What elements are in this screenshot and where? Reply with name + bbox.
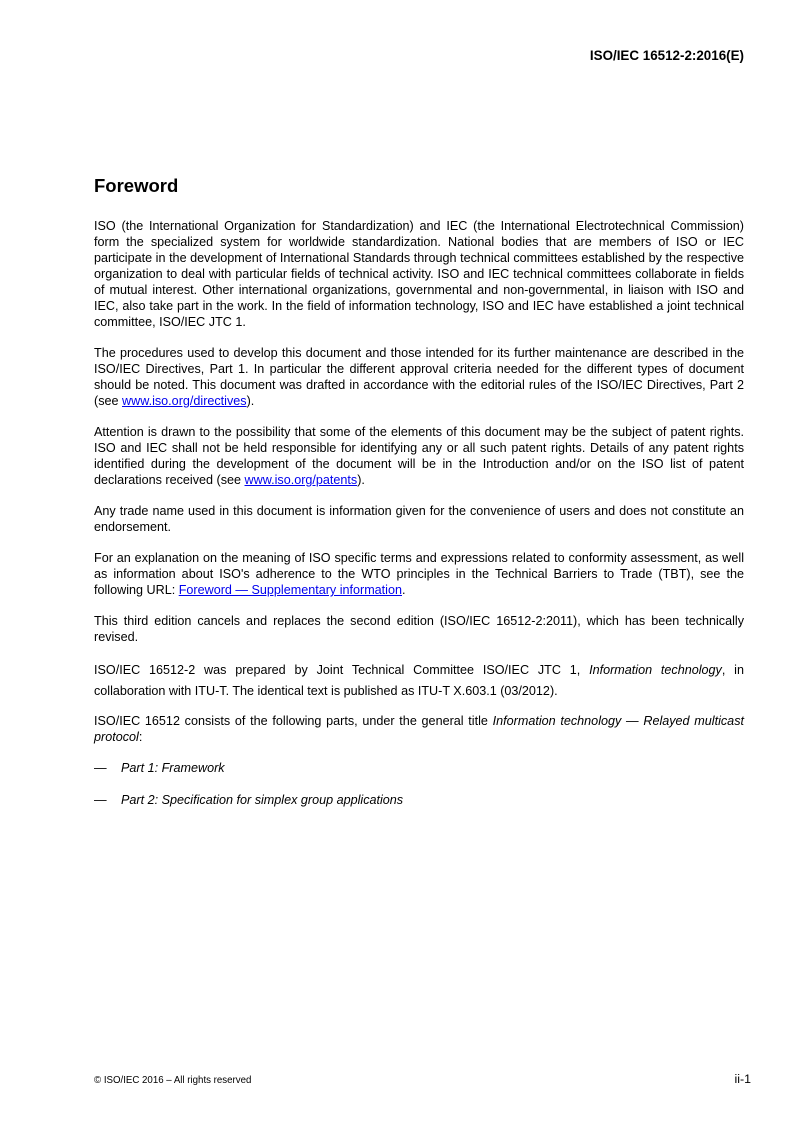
page-title: Foreword xyxy=(94,175,179,196)
paragraph-tail: . xyxy=(402,583,406,597)
copyright-notice: © ISO/IEC 2016 – All rights reserved xyxy=(94,1075,252,1086)
paragraph-text: ISO/IEC 16512-2 was prepared by Joint Technical Committee ISO/IEC JTC 1, xyxy=(94,663,590,677)
paragraph-prepared-by xyxy=(94,660,744,702)
directives-link[interactable]: www.iso.org/directives xyxy=(122,394,247,408)
part-title: Part 2: Specification for simplex group applications xyxy=(121,793,404,807)
list-item xyxy=(94,792,744,808)
paragraph-trade-names: Any trade name used in this document is information given for the convenience of users and does not constitute an endorsement. xyxy=(94,504,744,534)
general-title: Information technology — Relayed multicast protocol xyxy=(94,714,744,744)
foreword-section xyxy=(94,172,744,824)
committee-title: Information technology xyxy=(589,663,722,677)
dash-bullet: — xyxy=(94,793,107,807)
paragraph-organizations: ISO (the International Organization for Standardization) and IEC (the International Electrotechnical Commission) form the specialized system for worldwide standardization. National bodies that are members of ISO or IEC participate in the development of International Standards through technical committees established by the respective organization to deal with particular fields of technical activity. ISO and IEC technical committees collaborate in fields of mutual interest. Other international organizations, governmental and non-governmental, in liaison with ISO and IEC, also take part in the work. In the field of information technology, ISO and IEC have established a joint technical committee, ISO/IEC JTC 1. xyxy=(94,219,744,329)
paragraph-patents xyxy=(94,424,744,488)
paragraph-edition: This third edition cancels and replaces the second edition (ISO/IEC 16512-2:2011), which has been technically revised. xyxy=(94,614,744,644)
list-item xyxy=(94,760,744,776)
part-title: Part 1: Framework xyxy=(121,761,225,775)
paragraph-tail: ). xyxy=(357,473,365,487)
paragraph-conformity xyxy=(94,550,744,598)
paragraph-tail: ). xyxy=(246,394,255,408)
patents-link[interactable]: www.iso.org/patents xyxy=(244,473,358,487)
page-number: ii-1 xyxy=(734,1072,751,1086)
supplementary-info-link[interactable]: Foreword — Supplementary information xyxy=(178,583,402,597)
paragraph-tail: : xyxy=(138,730,143,744)
paragraph-text: Attention is drawn to the possibility that some of the elements of this document may be the subject of patent rights. ISO and IEC shall not be held responsible for identifying any or all such patent rights. Details of any patent rights identified during the development of the document will be in the Introduction and/or on the ISO list of patent declarations received (see xyxy=(94,425,744,487)
paragraph-parts-intro xyxy=(94,713,744,745)
dash-bullet: — xyxy=(94,761,107,775)
document-id: ISO/IEC 16512-2:2016(E) xyxy=(589,48,744,63)
paragraph-text: For an explanation on the meaning of ISO specific terms and expressions related to conformity assessment, as well as information about ISO's adherence to the WTO principles in the Technical Barriers to Trade (TBT), see the following URL: xyxy=(94,551,744,597)
paragraph-text: ISO/IEC 16512 consists of the following parts, under the general title xyxy=(94,714,493,728)
paragraph-text: The procedures used to develop this document and those intended for its further maintenance are described in the ISO/IEC Directives, Part 1. In particular the different approval criteria needed for the different types of document should be noted. This document was drafted in accordance with the editorial rules of the ISO/IEC Directives, Part 2 (see xyxy=(94,346,744,408)
paragraph-tail: , in collaboration with ITU-T. The identical text is published as ITU-T X.603.1 (03/2012). xyxy=(94,663,744,698)
paragraph-procedures xyxy=(94,345,744,409)
